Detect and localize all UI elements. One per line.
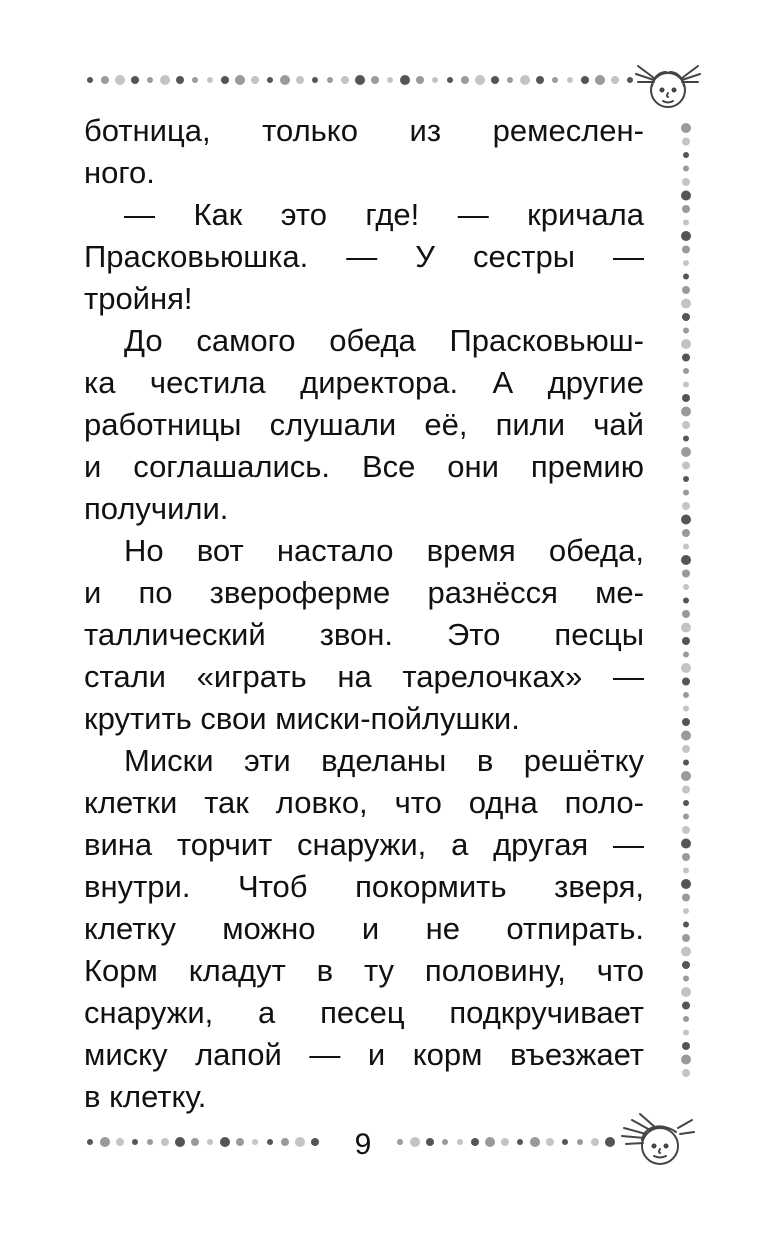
main-text (84, 110, 644, 1118)
text-line: Миски эти вделаны в решётку (124, 743, 644, 778)
page-number: 9 (354, 1128, 372, 1161)
text-line: клетки так ловко, что одна поло- (84, 785, 644, 820)
text-line: вина торчит снаружи, а другая — (84, 827, 644, 862)
text-line: ного. (84, 155, 155, 190)
text-line: Корм кладут в ту половину, что (84, 953, 644, 988)
text-line: в клетку. (84, 1079, 207, 1114)
paragraph (84, 110, 644, 194)
text-line: внутри. Чтоб покормить зверя, (84, 869, 644, 904)
text-line: получили. (84, 491, 229, 526)
text-line: снаружи, а песец подкручивает (84, 995, 644, 1030)
text-line: ка честила директора. А другие (84, 365, 644, 400)
text-line: миску лапой — и корм въезжает (84, 1037, 644, 1072)
paragraph (84, 530, 644, 740)
paragraph (84, 194, 644, 320)
text-line: крутить свои миски-пойлушки. (84, 701, 520, 736)
text-line: стали «играть на тарелочках» — (84, 659, 644, 694)
text-line: тройня! (84, 281, 193, 316)
text-line: таллический звон. Это песцы (84, 617, 644, 652)
text-line: работницы слушали её, пили чай (84, 407, 644, 442)
text-line: До самого обеда Прасковьюш- (124, 323, 644, 358)
text-line: клетку можно и не отпирать. (84, 911, 644, 946)
text-line: Но вот настало время обеда, (124, 533, 644, 568)
girl-face-icon (632, 56, 704, 116)
text-line: и по звероферме разнёсся ме- (84, 575, 644, 610)
text-line: Прасковьюшка. — У сестры — (84, 239, 644, 274)
text-line: — Как это где! — кричала (124, 197, 644, 232)
paragraph (84, 320, 644, 530)
paragraph (84, 740, 644, 1118)
text-line: ботница, только из ремеслен- (84, 113, 644, 148)
text-line: и соглашались. Все они премию (84, 449, 644, 484)
